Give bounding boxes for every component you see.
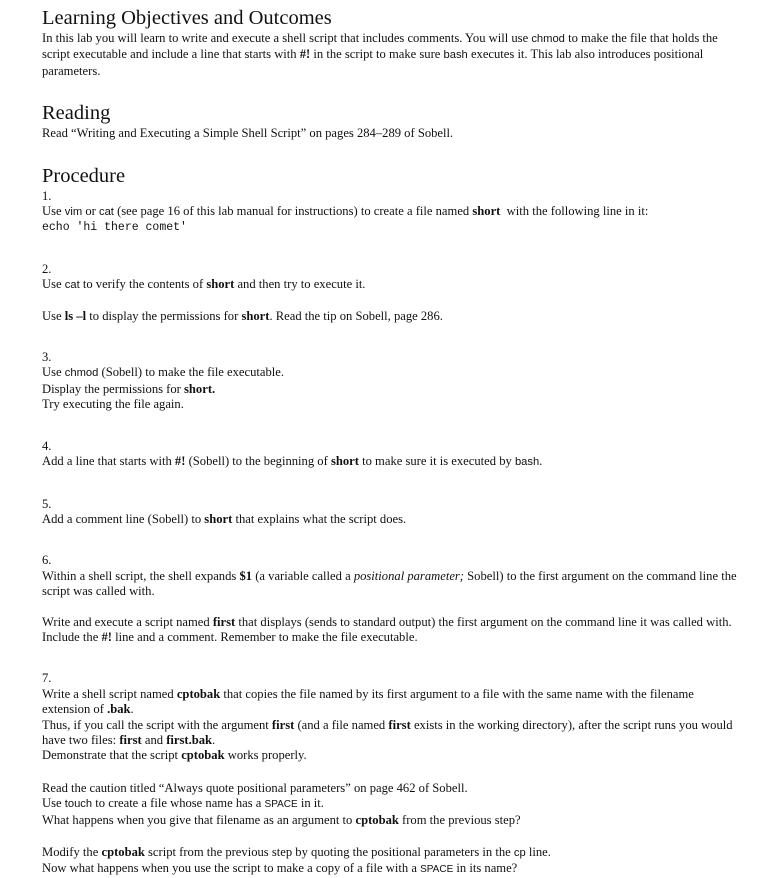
step-text: Modify the cptobak script from the previous step by quoting the positional parameters in the cp line. <box>42 845 551 859</box>
step-text: Write a shell script named cptobak that copies the file named by its first argument to a file with the same name with the filename extension of .bak. <box>42 686 694 717</box>
procedure-heading: Procedure <box>42 164 126 187</box>
step-text: Demonstrate that the script cptobak works properly. <box>42 748 307 763</box>
document-page <box>42 6 742 878</box>
step-5 <box>42 497 742 528</box>
step-text: Use vim or cat (see page 16 of this lab manual for instructions) to create a file named short with the following line in it: <box>42 204 649 219</box>
step-number: 7. <box>42 671 52 686</box>
step-2 <box>42 262 742 324</box>
step-text: Display the permissions for short. <box>42 381 216 396</box>
step-text: Use ls –l to display the permissions for short. Read the tip on Sobell, page 286. <box>42 308 443 323</box>
step-text: Read the caution titled “Always quote positional parameters” on page 462 of Sobell. <box>42 780 468 795</box>
step-3 <box>42 350 742 413</box>
step-number: 2. <box>42 261 52 276</box>
step-4 <box>42 439 742 471</box>
step-text: Now what happens when you use the script to make a copy of a file with a SPACE in its name? <box>42 861 518 876</box>
reading-paragraph: Read “Writing and Executing a Simple Shell Script” on pages 284–289 of Sobell. <box>42 126 454 141</box>
step-text: Within a shell script, the shell expands $1 (a variable called a positional parameter; Sobell) to the first argument on the command line the script was called with. <box>42 568 737 599</box>
objectives-heading: Learning Objectives and Outcomes <box>42 7 332 29</box>
step-1 <box>42 189 742 236</box>
step-text: Add a comment line (Sobell) to short that explains what the script does. <box>42 511 407 526</box>
step-text: Add a line that starts with #! (Sobell) to the beginning of short to make sure it is executed by bash. <box>42 454 543 469</box>
step-7 <box>42 671 742 877</box>
step-text: Write and execute a script named first that displays (sends to standard output) the first argument on the command line it was called with. Include the #! line and a comment. Remember to make the file executable. <box>42 614 732 644</box>
step-text: Thus, if you call the script with the argument first (and a file named first exists in the working directory), after the script runs you would have two files: first and first.bak. <box>42 717 733 747</box>
step-text: Use touch to create a file whose name has a SPACE in it. <box>42 796 324 811</box>
step-text: Use chmod (Sobell) to make the file executable. <box>42 365 285 380</box>
step-number: 1. <box>42 188 52 203</box>
step-6 <box>42 553 742 645</box>
step-text: Use cat to verify the contents of short and then try to execute it. <box>42 277 366 292</box>
step-text: Try executing the file again. <box>42 397 184 412</box>
step-number: 4. <box>42 438 52 453</box>
objectives-paragraph: In this lab you will learn to write and execute a shell script that includes comments. You will use chmod to make the file that holds the script executable and include a line that starts with #! in the script to make sure bash executes it. This lab also introduces positional parameters. <box>42 31 718 78</box>
reading-heading: Reading <box>42 102 111 125</box>
step-number: 6. <box>42 553 52 568</box>
step-number: 3. <box>42 350 52 365</box>
step-text: What happens when you give that filename as an argument to cptobak from the previous step? <box>42 812 521 827</box>
step-number: 5. <box>42 496 52 511</box>
code-line: echo 'hi there comet' <box>42 221 187 235</box>
